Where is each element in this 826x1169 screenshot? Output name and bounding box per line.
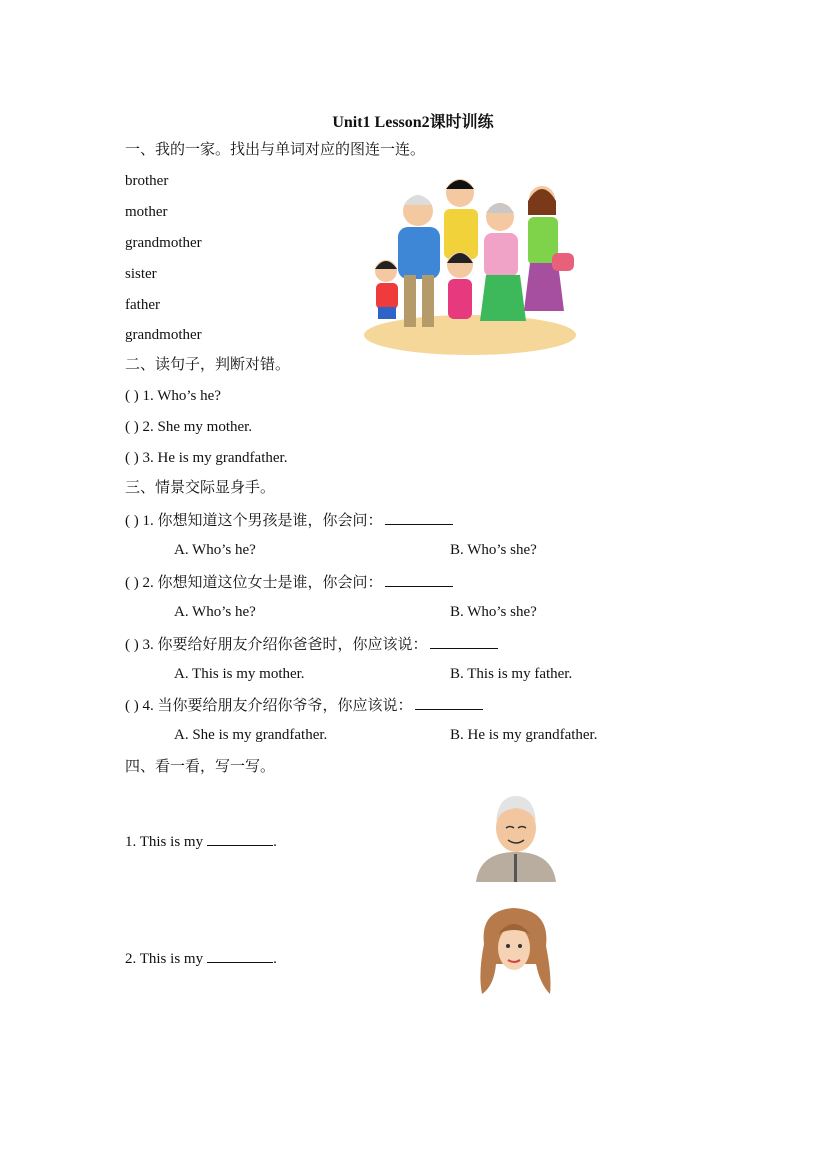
- word-brother: brother: [125, 173, 169, 189]
- question-4: [125, 695, 483, 715]
- question-3: [125, 634, 498, 654]
- judge-item-3: ( ) 3. He is my grandfather.: [125, 450, 288, 466]
- question-3-text: ( ) 3. 你要给好朋友介绍你爸爸时，你应该说：: [125, 637, 428, 653]
- answer-blank[interactable]: [385, 510, 453, 525]
- option-2a: A. Who’s he?: [174, 604, 256, 620]
- option-1a: A. Who’s he?: [174, 542, 256, 558]
- write-item-2-text: 2. This is my: [125, 951, 204, 967]
- option-4a: A. She is my grandfather.: [174, 727, 328, 743]
- page-title: Unit1 Lesson2课时训练: [332, 114, 494, 131]
- option-1b: B. Who’s she?: [450, 542, 537, 558]
- write-blank-1[interactable]: [207, 831, 273, 846]
- option-3b: B. This is my father.: [450, 666, 573, 682]
- grandfather-portrait: [470, 792, 562, 884]
- judge-item-2: ( ) 2. She my mother.: [125, 419, 253, 435]
- question-1-text: ( ) 1. 你想知道这个男孩是谁，你会问：: [125, 513, 383, 529]
- write-item-1: [125, 831, 277, 851]
- question-2: [125, 572, 453, 592]
- mother-portrait: [474, 904, 554, 998]
- family-illustration: [360, 175, 582, 357]
- judge-item-1: ( ) 1. Who’s he?: [125, 388, 221, 404]
- word-grandmother-2: grandmother: [125, 327, 202, 343]
- answer-blank[interactable]: [430, 634, 498, 649]
- section1-heading: 一、我的一家。找出与单词对应的图连一连。: [125, 142, 426, 158]
- section4-heading: 四、看一看，写一写。: [125, 759, 276, 775]
- word-sister: sister: [125, 266, 157, 282]
- option-4b: B. He is my grandfather.: [450, 727, 598, 743]
- write-item-2: [125, 948, 277, 968]
- write-item-1-text: 1. This is my: [125, 834, 204, 850]
- question-1: [125, 510, 453, 530]
- write-item-1-period: .: [273, 834, 277, 850]
- word-mother: mother: [125, 204, 168, 220]
- answer-blank[interactable]: [385, 572, 453, 587]
- write-item-2-period: .: [273, 951, 277, 967]
- answer-blank[interactable]: [415, 695, 483, 710]
- section2-heading: 二、读句子，判断对错。: [125, 357, 291, 373]
- option-2b: B. Who’s she?: [450, 604, 537, 620]
- section3-heading: 三、情景交际显身手。: [125, 480, 276, 496]
- question-2-text: ( ) 2. 你想知道这位女士是谁，你会问：: [125, 575, 383, 591]
- word-father: father: [125, 297, 160, 313]
- question-4-text: ( ) 4. 当你要给朋友介绍你爷爷，你应该说：: [125, 698, 413, 714]
- write-blank-2[interactable]: [207, 948, 273, 963]
- option-3a: A. This is my mother.: [174, 666, 305, 682]
- word-grandmother: grandmother: [125, 235, 202, 251]
